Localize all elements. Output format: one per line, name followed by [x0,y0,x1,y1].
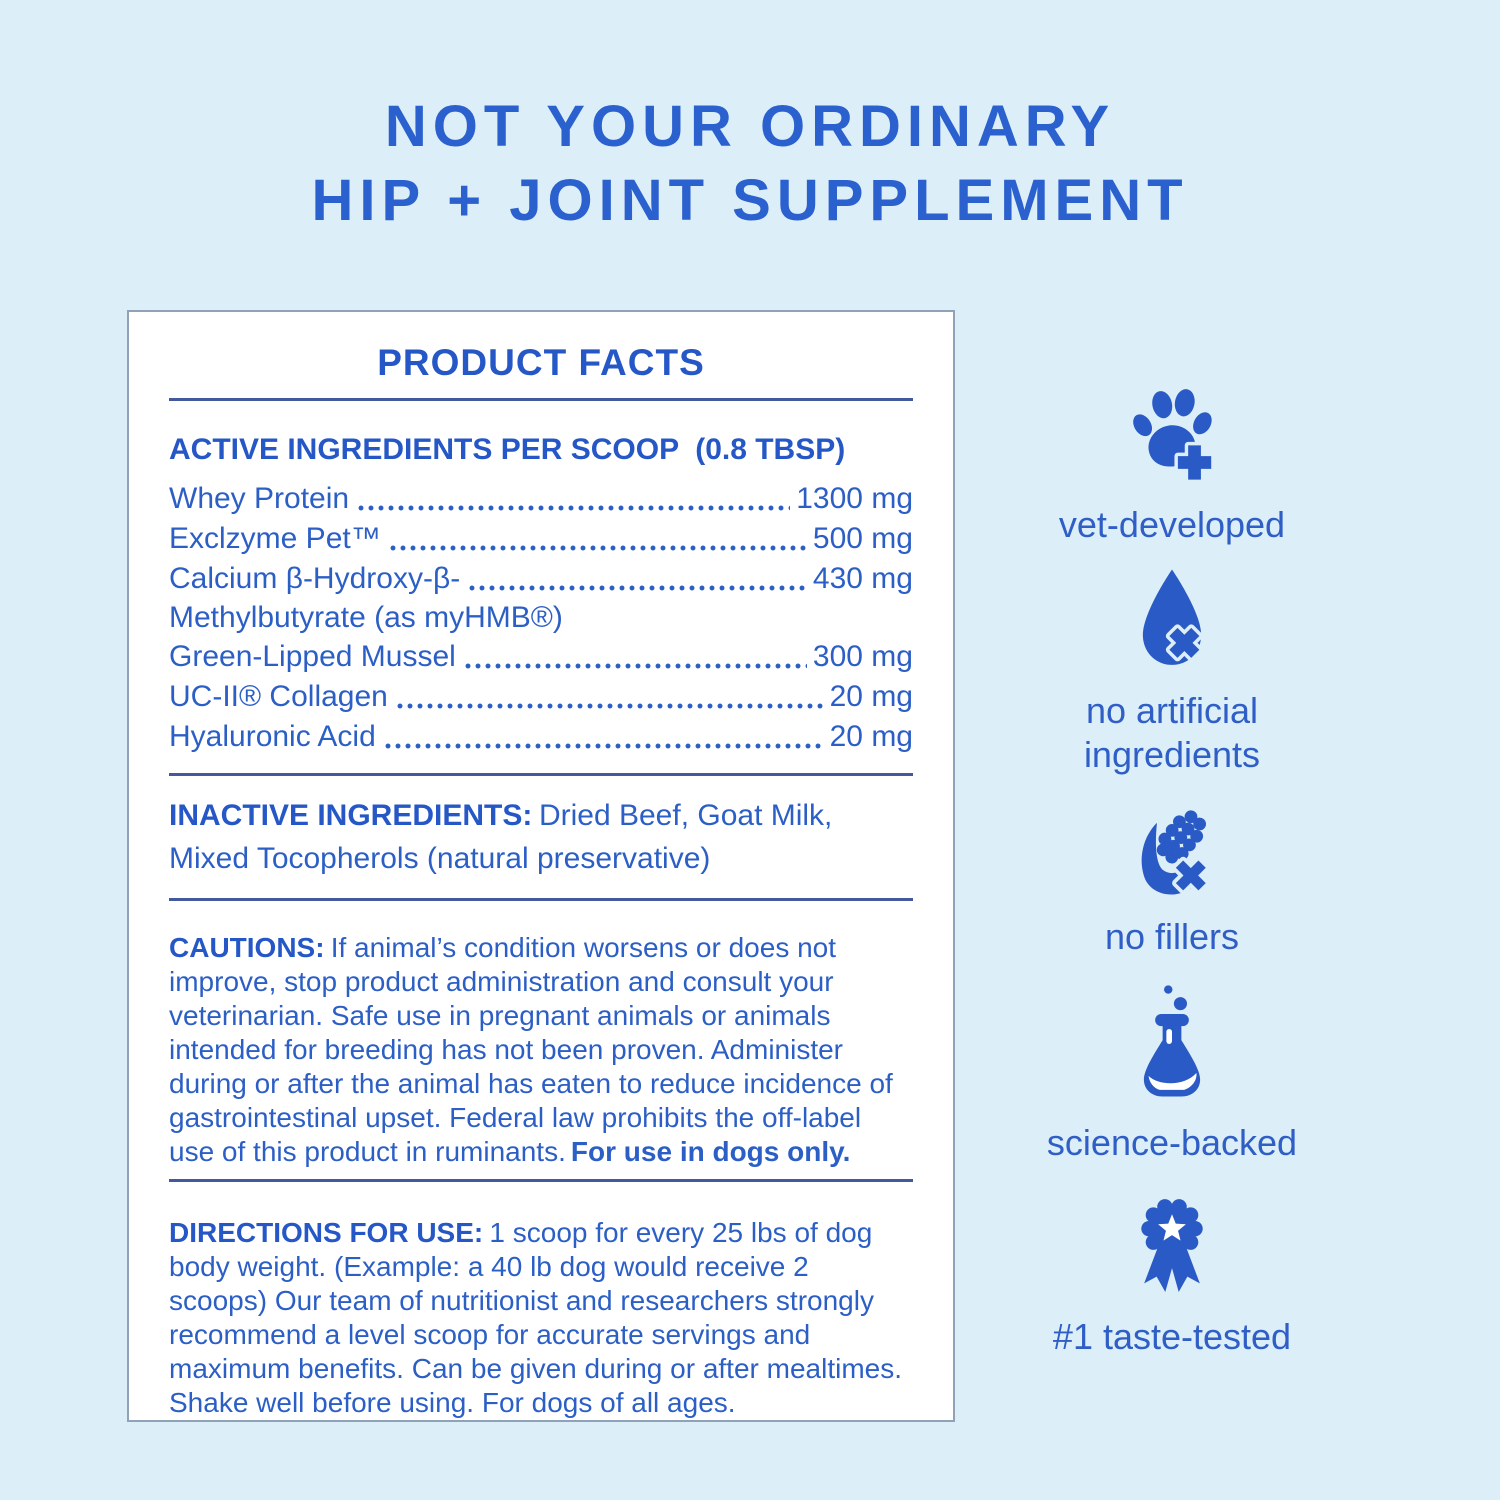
cautions-bold-note: For use in dogs only. [570,1136,851,1167]
cautions-text: If animal’s condition worsens or does not improve, stop product administration and consult your veterinarian. Safe use in pregnant animals or animals intended for breeding has not been proven. Administer during or after the animal has eaten to reduce incidence of gastrointestinal upset. Federal law prohibits the off-label use of this product in ruminants. [169,932,893,1167]
inactive-ingredients-label: INACTIVE INGREDIENTS: [169,799,533,832]
benefit-no-artificial-ingredients [1012,566,1332,777]
dot-leader [357,505,790,511]
product-facts-panel [127,310,955,1422]
ingredient-row [169,519,913,559]
dot-leader [384,743,824,749]
ingredient-row [169,677,913,717]
dot-leader [464,663,807,669]
panel-title: PRODUCT FACTS [377,342,705,383]
directions-text: 1 scoop for every 25 lbs of dog body weight. (Example: a 40 lb dog would receive 2 scoops) Our team of nutritionist and researchers strongly recommend a level scoop for accurate servings and maximum benefits. Can be given during or after mealtimes. Shake well before using. For dogs of all ages. [169,1217,902,1418]
benefit-label: no fillers [1104,916,1240,957]
cautions [169,931,913,1169]
dot-leader [468,585,807,591]
dot-leader [389,545,807,551]
active-ingredients-heading: ACTIVE INGREDIENTS PER SCOOP (0.8 TBSP) [169,433,846,466]
ingredient-name: Hyaluronic Acid [169,720,376,753]
cautions-label: CAUTIONS: [169,932,325,963]
directions-label: DIRECTIONS FOR USE: [169,1217,484,1248]
ingredient-amount: 430 mg [812,562,913,595]
ingredient-row [169,479,913,519]
ingredient-amount: 20 mg [829,720,913,753]
ingredient-name: Green-Lipped Mussel [169,640,456,673]
ingredient-name: Calcium β-Hydroxy-β- [169,562,461,595]
corn-x-icon [1012,804,1332,903]
ingredient-name-continued: Methylbutyrate (as myHMB®) [169,601,563,634]
divider [169,773,913,776]
benefit-label: vet-developed [1058,504,1286,545]
headline-line2: HIP + JOINT SUPPLEMENT [311,168,1189,233]
ingredient-row [169,559,913,599]
inactive-ingredients [169,794,913,880]
benefit-science-backed [1012,982,1332,1165]
ingredient-row [169,717,913,757]
ingredient-amount: 20 mg [829,680,913,713]
benefit-vet-developed [1012,388,1332,547]
benefit-no-fillers [1012,804,1332,959]
page-headline [0,90,1500,238]
paw-plus-icon [1012,388,1332,491]
dot-leader [396,703,824,709]
flask-icon [1012,982,1332,1109]
directions-for-use [169,1216,913,1420]
benefit-taste-tested [1012,1190,1332,1359]
ingredient-amount: 500 mg [812,522,913,555]
active-ingredients-list [169,479,913,757]
ingredient-name: Whey Protein [169,482,350,515]
ingredient-name: UC-II® Collagen [169,680,388,713]
divider [169,1179,913,1182]
headline-line1: NOT YOUR ORDINARY [384,94,1116,159]
benefit-label: science-backed [1046,1122,1298,1163]
divider [169,398,913,401]
ingredient-amount: 300 mg [812,640,913,673]
divider [169,898,913,901]
benefit-label: #1 taste-tested [1052,1316,1292,1357]
inactive-ingredients-text: Dried Beef, Goat Milk, Mixed Tocopherols (natural preservative) [169,799,833,875]
benefit-label: no artificial ingredients [1083,690,1261,775]
award-ribbon-icon [1012,1190,1332,1303]
drop-x-icon [1012,566,1332,677]
ingredient-name: Exclzyme Pet™ [169,522,381,555]
ingredient-amount: 1300 mg [796,482,913,515]
ingredient-row [169,637,913,677]
